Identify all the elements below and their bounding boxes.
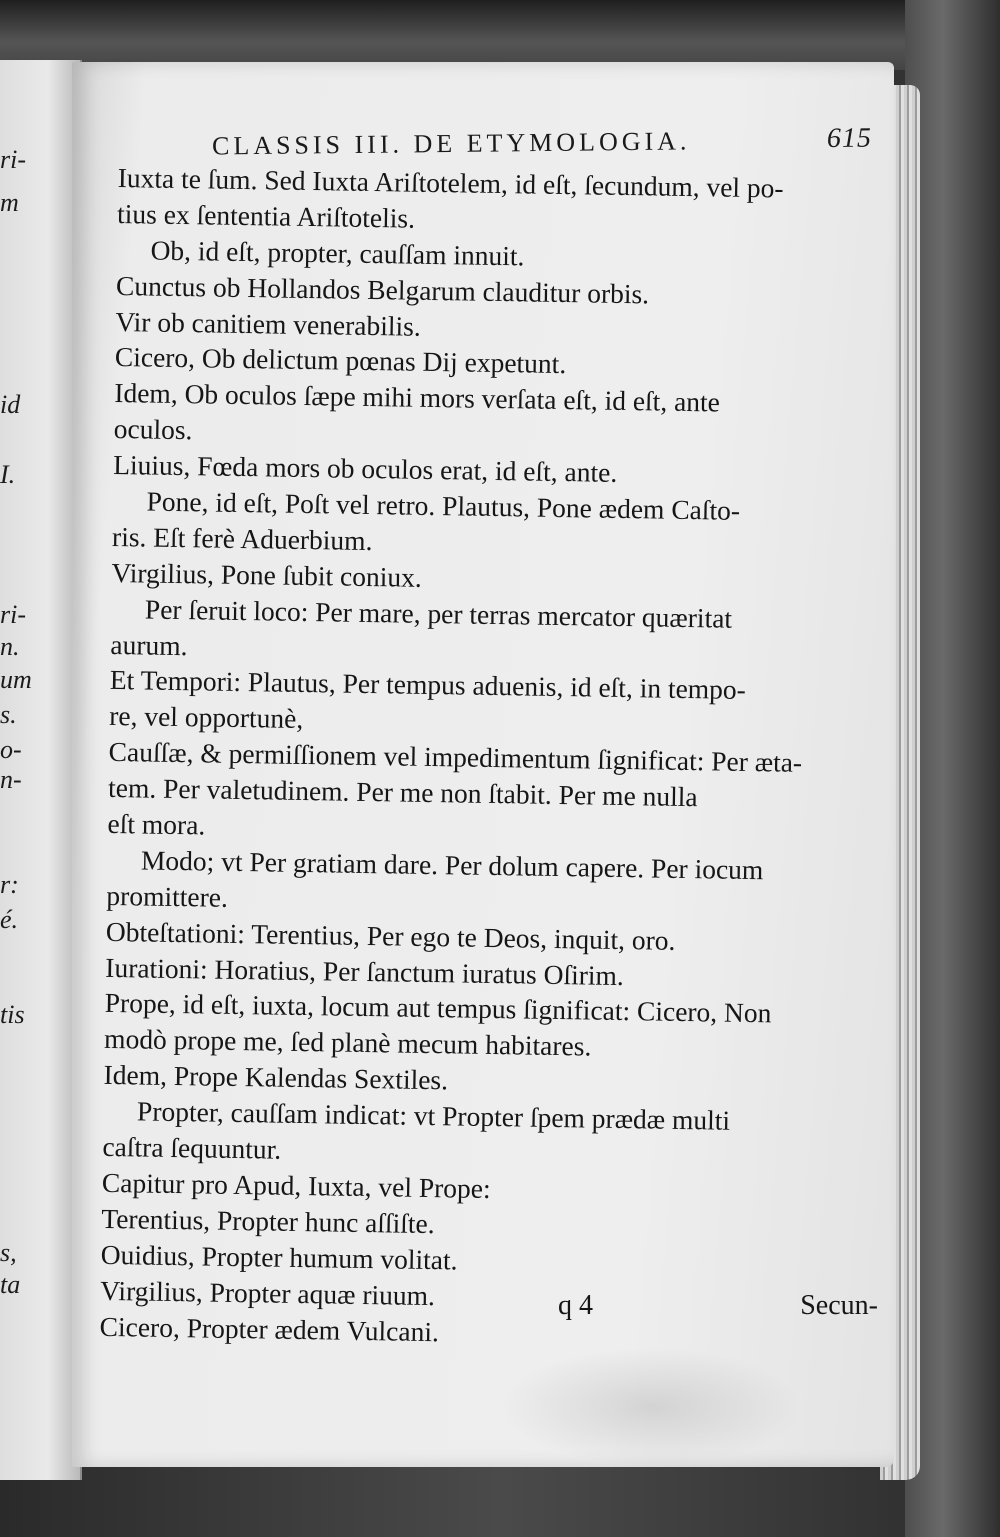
margin-fragment: n. bbox=[0, 632, 20, 661]
text-line: Prope, id eſt, iuxta, locum aut tempus ſignificat: Cicero, Non bbox=[104, 987, 772, 1029]
text-line: Liuius, Fœda mors ob oculos erat, id eſt, ante. bbox=[112, 449, 618, 489]
body-text bbox=[99, 160, 818, 1355]
margin-fragment: m bbox=[0, 188, 19, 217]
text-line: Iuxta te ſum. Sed Iuxta Ariſtotelem, id eſt, ſecundum, vel po- bbox=[117, 161, 784, 204]
text-line: Cicero, Ob delictum pœnas Dij expetunt. bbox=[114, 341, 567, 380]
text-line: Idem, Ob oculos ſæpe mihi mors verſata eſt, id eſt, ante bbox=[114, 377, 721, 418]
text-line: Capitur pro Apud, Iuxta, vel Prope: bbox=[101, 1166, 491, 1204]
signature-mark: q 4 bbox=[558, 1290, 593, 1321]
text-line: Modo; vt Per gratiam dare. Per dolum capere. Per iocum bbox=[140, 844, 764, 886]
text-line: Terentius, Propter hunc aſſiſte. bbox=[101, 1202, 435, 1239]
text-line: ris. Eſt ferè Aduerbium. bbox=[111, 520, 373, 556]
margin-fragment: s. bbox=[0, 700, 17, 729]
margin-fragment: o- bbox=[0, 735, 22, 764]
margin-fragment: é. bbox=[0, 905, 19, 934]
text-line: Obteſtationi: Terentius, Per ego te Deos, inquit, oro. bbox=[105, 915, 676, 956]
text-line: re, vel opportunè, bbox=[109, 700, 304, 735]
text-line: Vir ob canitiem venerabilis. bbox=[115, 305, 422, 342]
text-line: aurum. bbox=[110, 628, 188, 661]
water-stain bbox=[502, 1347, 802, 1467]
margin-fragment: ri- bbox=[0, 145, 26, 174]
text-line: Ouidius, Propter humum volitat. bbox=[100, 1238, 458, 1276]
text-line: eſt mora. bbox=[107, 807, 206, 841]
left-page-edge bbox=[0, 60, 82, 1480]
text-line: Idem, Prope Kalendas Sextiles. bbox=[103, 1059, 449, 1096]
text-line: Propter, cauſſam indicat: vt Propter ſpem prædæ multi bbox=[136, 1095, 731, 1136]
text-line: Per ſeruit loco: Per mare, per terras mercator quæritat bbox=[144, 593, 733, 634]
catchword: Secun- bbox=[800, 1290, 878, 1321]
text-line: Et Tempori: Plautus, Per tempus aduenis, id eſt, in tempo- bbox=[109, 664, 747, 706]
text-line: oculos. bbox=[113, 413, 193, 446]
text-line: Cauſſæ, & permiſſionem vel impedimentum ſignificat: Per æta- bbox=[108, 736, 803, 779]
page-number: 615 bbox=[826, 122, 873, 155]
text-line: Cunctus ob Hollandos Belgarum clauditur orbis. bbox=[115, 269, 650, 310]
running-head bbox=[211, 122, 873, 162]
margin-fragment: um bbox=[0, 665, 32, 694]
text-line: promittere. bbox=[106, 879, 229, 913]
margin-fragment: ta bbox=[0, 1270, 21, 1299]
text-line: Virgilius, Propter aquæ riuum. bbox=[100, 1274, 436, 1311]
margin-fragment: r: bbox=[0, 870, 19, 899]
text-line: Pone, id eſt, Poſt vel retro. Plautus, Pone ædem Caſto- bbox=[146, 485, 741, 526]
text-line: modò prope me, ſed planè mecum habitares. bbox=[103, 1023, 592, 1062]
margin-fragment: tis bbox=[0, 1000, 25, 1029]
text-line: Virgilius, Pone ſubit coniux. bbox=[111, 556, 423, 593]
margin-fragment: I. bbox=[0, 460, 16, 489]
margin-fragment: n- bbox=[0, 765, 22, 794]
book-cover-top bbox=[0, 0, 1000, 70]
recto-page bbox=[72, 62, 894, 1467]
margin-fragment: ri- bbox=[0, 600, 26, 629]
margin-fragment: id bbox=[0, 390, 21, 419]
text-line: tius ex ſententia Ariſtotelis. bbox=[116, 197, 416, 234]
running-head-title: CLASSIS III. DE ETYMOLOGIA. bbox=[211, 126, 691, 161]
text-line: Ob, id eſt, propter, cauſſam innuit. bbox=[150, 234, 525, 272]
text-line: caſtra ſequuntur. bbox=[102, 1130, 282, 1165]
text-line: tem. Per valetudinem. Per me non ſtabit. Per me nulla bbox=[107, 772, 698, 813]
text-line: Cicero, Propter ædem Vulcani. bbox=[99, 1310, 440, 1347]
margin-fragment: s, bbox=[0, 1238, 17, 1267]
text-line: Iurationi: Horatius, Per ſanctum iuratus Oſirim. bbox=[105, 951, 625, 991]
